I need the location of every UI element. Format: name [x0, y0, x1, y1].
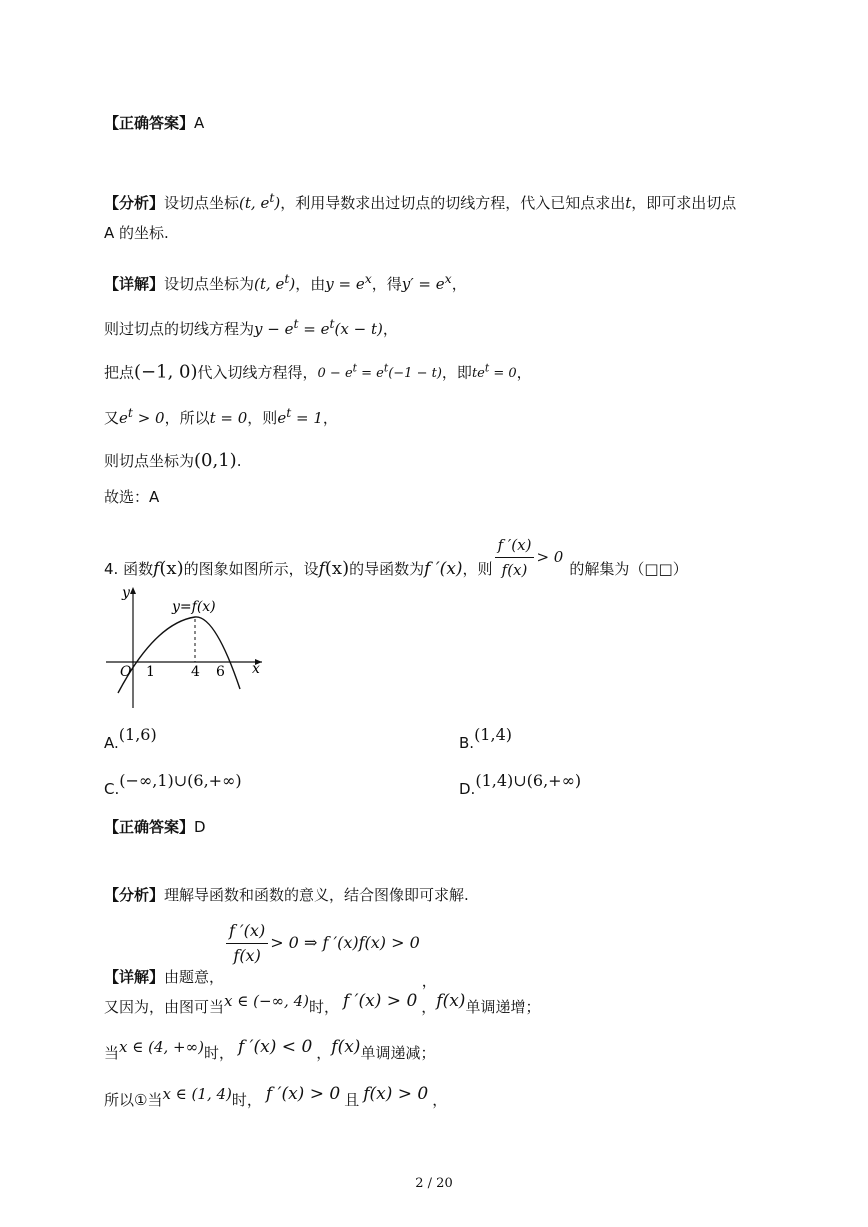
- math-inline: $y = e^x$: [325, 271, 372, 293]
- fraction: $\frac{f '(x)}{f(x)}$: [226, 920, 268, 967]
- math-inline: x ∈ (1, 4): [162, 1085, 232, 1103]
- q4-analysis-line: [104, 884, 469, 906]
- origin-label: O: [120, 664, 132, 680]
- x-axis-label: x: [252, 661, 260, 677]
- tick-label: 4: [191, 664, 200, 680]
- q3-also-line: 又$e^t > 0$，所以t = 0，则$e^t = 1$，: [104, 405, 338, 427]
- q4-when-line: 当x ∈ (4, +∞)时， f ′(x) < 0 ，f(x)单调递减；: [104, 1037, 436, 1062]
- answer-value: A: [194, 114, 205, 132]
- analysis-text: 理解导函数和函数的意义，结合图像即可求解.: [164, 886, 469, 904]
- math-inline: f(x): [153, 558, 184, 579]
- answer-label: 【正确答案】: [104, 114, 195, 132]
- option-value: (1,6): [118, 725, 157, 744]
- math-inline: $e^t > 0$: [119, 405, 165, 427]
- fraction: $\frac{f '(x)}{f(x)}$: [495, 534, 535, 581]
- analysis-text: 设切点坐标: [164, 194, 240, 212]
- q3-detail-line: 【详解】设切点坐标为(t, $e^t$)，由$y = e^x$，得$y' = e^x$，: [104, 271, 467, 293]
- q4-because-line: 又因为，由图可当x ∈ (−∞, 4)时， f ′(x) > 0 ，f(x)单调递增；: [104, 991, 541, 1016]
- math-inline: $0 - e^t = e^t(-1 - t)$: [317, 362, 442, 382]
- analysis-text: ，即可求出切点: [631, 194, 737, 212]
- math-inline: > 0 ⇒ f ′(x)f(x) > 0: [270, 933, 420, 952]
- question-number: 4. 函数: [104, 560, 154, 578]
- analysis-label: 【分析】: [104, 194, 165, 212]
- q4-so-line: 所以①当x ∈ (1, 4)时， f ′(x) > 0 且 f(x) > 0 ，: [104, 1084, 448, 1109]
- analysis-label: 【分析】: [104, 886, 165, 904]
- option-label: A.: [104, 734, 119, 752]
- math-inline: f ′(x) > 0: [265, 1084, 341, 1104]
- curve-label: y=f(x): [172, 599, 216, 615]
- option-value: (−∞,1)∪(6,+∞): [119, 771, 242, 790]
- math-inline: (−1, 0): [134, 361, 198, 383]
- q3-substitute-line: 把点(−1, 0)代入切线方程得，$0 - e^t = e^t(-1 - t)$，即$te^t = 0$，: [104, 361, 532, 383]
- math-inline: f(x): [331, 1037, 361, 1057]
- detail-label: 【详解】: [104, 968, 165, 986]
- y-axis-label: y: [122, 585, 130, 601]
- answer-label: 【正确答案】: [104, 818, 195, 836]
- q3-analysis-line: [104, 187, 736, 214]
- math-inline: $e^t = 1$: [277, 405, 323, 427]
- q3-tangent-line: 则过切点的切线方程为$y - e^t = e^t(x - t)$，: [104, 316, 398, 338]
- q4-answer-line: [104, 816, 206, 838]
- math-inline: t: [625, 194, 632, 212]
- page-number: 2 / 20: [415, 1176, 453, 1191]
- q3-analysis-line-2: [104, 222, 169, 244]
- option-b: [459, 725, 512, 752]
- q3-result-line: 则切点坐标为(0,1).: [104, 450, 242, 471]
- math-inline: $y' = e^x$: [401, 271, 452, 293]
- analysis-text: A 的坐标.: [104, 224, 169, 242]
- math-inline: f(x) > 0: [363, 1084, 429, 1104]
- option-label: C.: [104, 780, 120, 798]
- q4-detail-line: 【详解】由题意， $\frac{f '(x)}{f(x)}$ > 0 ⇒ f ′(x)f(x) > 0，: [104, 921, 437, 990]
- q3-choose-line: [104, 486, 159, 508]
- math-inline: f(x): [318, 558, 350, 579]
- option-value: (1,4): [474, 725, 512, 744]
- math-inline: (t, $e^t$): [254, 271, 296, 293]
- math-inline: t = 0: [209, 409, 248, 427]
- detail-label: 【详解】: [104, 275, 165, 293]
- analysis-text: ，利用导数求出过切点的切线方程，代入已知点求出: [280, 194, 626, 212]
- q3-answer-line: [104, 112, 204, 134]
- math-inline: x ∈ (4, +∞): [119, 1038, 204, 1056]
- y-axis-arrow: [130, 587, 136, 594]
- option-label: B.: [459, 734, 475, 752]
- math-inline: (t, $e^t$): [239, 190, 281, 212]
- option-a: [104, 725, 157, 752]
- math-inline: f ′(x) < 0: [237, 1037, 313, 1057]
- math-inline: x ∈ (−∞, 4): [224, 992, 309, 1010]
- math-inline: f ′(x): [424, 559, 463, 579]
- math-inline: f(x): [436, 991, 466, 1011]
- math-inline: $y - e^t = e^t(x - t)$: [254, 316, 383, 338]
- tick-label: 6: [216, 664, 225, 680]
- option-value: (1,4)∪(6,+∞): [475, 771, 582, 790]
- curve-y-fx: [118, 617, 240, 693]
- math-inline: f ′(x) > 0: [342, 991, 418, 1011]
- answer-value: D: [194, 818, 206, 836]
- tick-label: 1: [146, 664, 155, 680]
- q4-stem: 4. 函数f(x)的图象如图所示，设f(x)的导函数为f ′(x)，则 $\frac{f '(x)}{f(x)}$ > 0的解集为（□□）: [104, 536, 688, 579]
- function-graph: [100, 583, 270, 713]
- math-inline: (0,1): [194, 450, 237, 471]
- option-c: [104, 771, 242, 798]
- math-inline: $te^t = 0$: [471, 362, 517, 382]
- option-label: D.: [459, 780, 476, 798]
- option-d: [459, 771, 582, 798]
- choose-text: 故选：A: [104, 488, 160, 506]
